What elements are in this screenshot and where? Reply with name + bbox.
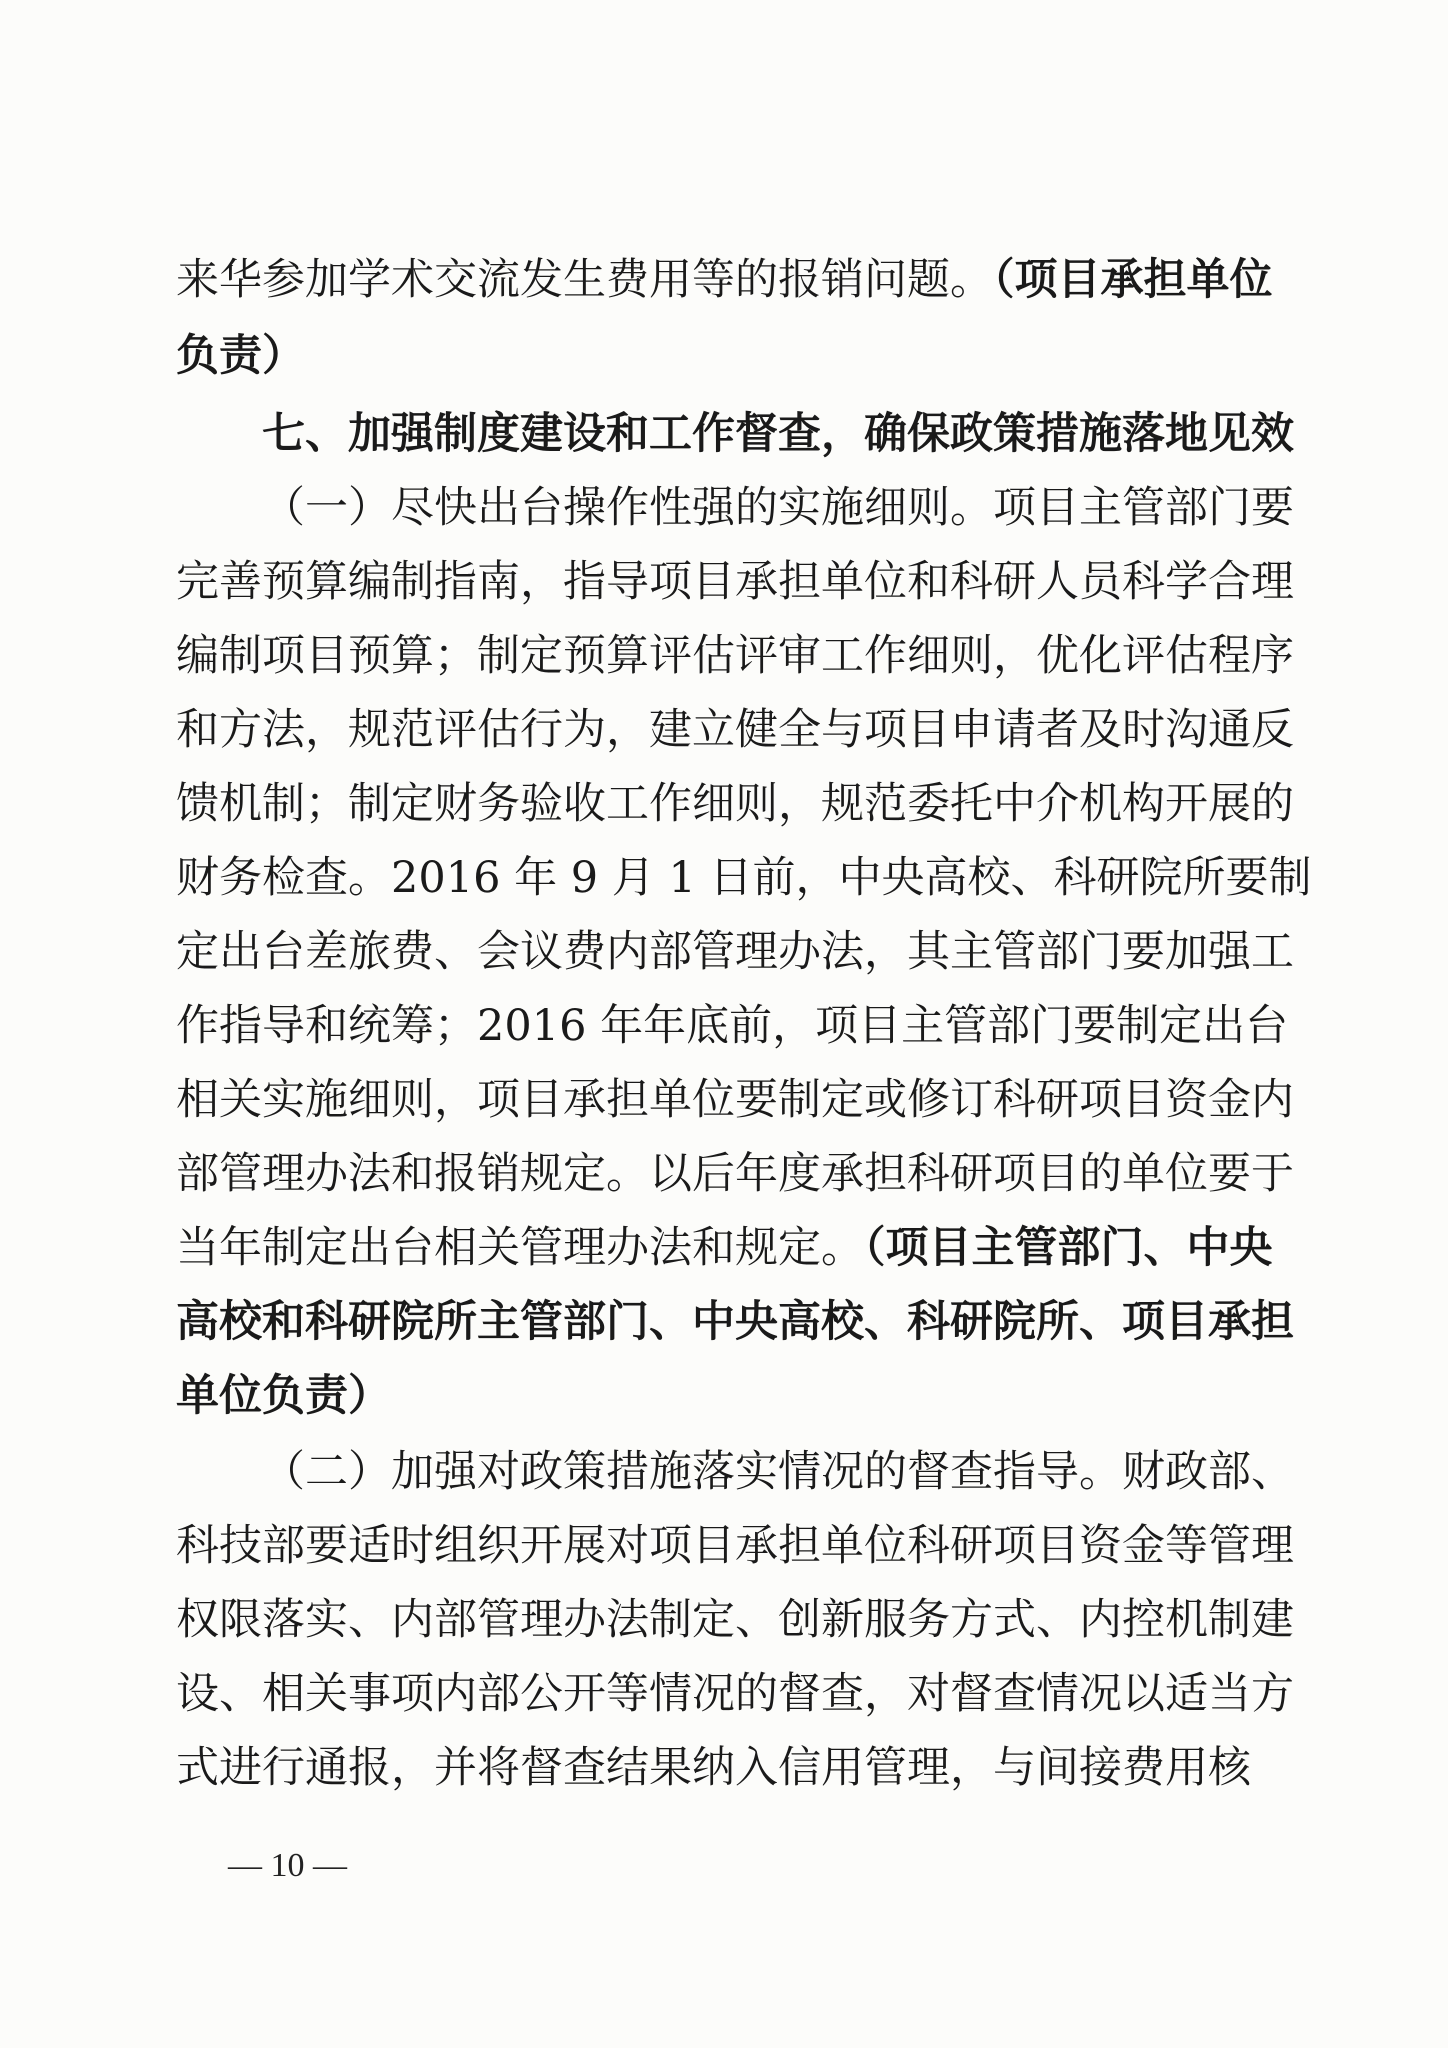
line-21-text: 式进行通报，并将督查结果纳入信用管理，与间接费用核 bbox=[176, 1743, 1251, 1793]
text-line-11 bbox=[176, 1000, 1289, 1052]
line-6-text: 编制项目预算；制定预算评估评审工作细则，优化评估程序 bbox=[176, 631, 1294, 681]
line-1-text: 来华参加学术交流发生费用等的报销问题。 bbox=[176, 255, 993, 305]
line-9-text: 财务检查。2016 年 9 月 1 日前，中央高校、科研院所要制 bbox=[176, 853, 1312, 903]
line-5-text: 完善预算编制指南，指导项目承担单位和科研人员科学合理 bbox=[176, 557, 1294, 607]
line-2-bold: 负责） bbox=[176, 331, 305, 381]
line-1-bold: （项目承担单位 bbox=[993, 255, 1273, 305]
line-11-text: 作指导和统筹；2016 年年底前，项目主管部门要制定出台 bbox=[176, 1001, 1289, 1051]
text-line-18 bbox=[176, 1520, 1294, 1572]
page-number: — 10 — bbox=[228, 1847, 347, 1884]
text-line-8 bbox=[176, 778, 1294, 830]
text-line-12 bbox=[176, 1074, 1294, 1126]
line-16-bold: 单位负责） bbox=[176, 1371, 391, 1421]
text-line-1 bbox=[176, 254, 1273, 306]
text-line-15 bbox=[176, 1296, 1294, 1348]
line-14-text: 当年制定出台相关管理办法和规定。 bbox=[176, 1223, 864, 1273]
line-15-bold: 高校和科研院所主管部门、中央高校、科研院所、项目承担 bbox=[176, 1297, 1294, 1347]
text-line-10 bbox=[176, 926, 1294, 978]
text-line-2 bbox=[176, 330, 1248, 382]
text-line-9 bbox=[176, 852, 1312, 904]
line-12-text: 相关实施细则，项目承担单位要制定或修订科研项目资金内 bbox=[176, 1075, 1294, 1125]
text-line-20 bbox=[176, 1668, 1294, 1720]
text-line-17 bbox=[262, 1446, 1294, 1498]
line-18-text: 科技部要适时组织开展对项目承担单位科研项目资金等管理 bbox=[176, 1521, 1294, 1571]
text-line-19 bbox=[176, 1594, 1294, 1646]
section-heading-text: 七、加强制度建设和工作督查，确保政策措施落地见效 bbox=[262, 409, 1294, 459]
text-line-7 bbox=[176, 704, 1294, 756]
text-line-4 bbox=[262, 482, 1294, 534]
text-line-16 bbox=[176, 1370, 1248, 1422]
line-4-text: （一）尽快出台操作性强的实施细则。项目主管部门要 bbox=[262, 483, 1294, 533]
text-line-5 bbox=[176, 556, 1294, 608]
section-heading bbox=[262, 408, 1294, 460]
text-line-14 bbox=[176, 1222, 1273, 1274]
line-10-text: 定出台差旅费、会议费内部管理办法，其主管部门要加强工 bbox=[176, 927, 1294, 977]
line-20-text: 设、相关事项内部公开等情况的督查，对督查情况以适当方 bbox=[176, 1669, 1294, 1719]
line-17-text: （二）加强对政策措施落实情况的督查指导。财政部、 bbox=[262, 1447, 1294, 1497]
line-14-bold: （项目主管部门、中央 bbox=[864, 1223, 1273, 1273]
text-line-21 bbox=[176, 1742, 1251, 1794]
line-8-text: 馈机制；制定财务验收工作细则，规范委托中介机构开展的 bbox=[176, 779, 1294, 829]
line-7-text: 和方法，规范评估行为，建立健全与项目申请者及时沟通反 bbox=[176, 705, 1294, 755]
line-13-text: 部管理办法和报销规定。以后年度承担科研项目的单位要于 bbox=[176, 1149, 1294, 1199]
text-line-6 bbox=[176, 630, 1294, 682]
line-19-text: 权限落实、内部管理办法制定、创新服务方式、内控机制建 bbox=[176, 1595, 1294, 1645]
text-line-13 bbox=[176, 1148, 1294, 1200]
